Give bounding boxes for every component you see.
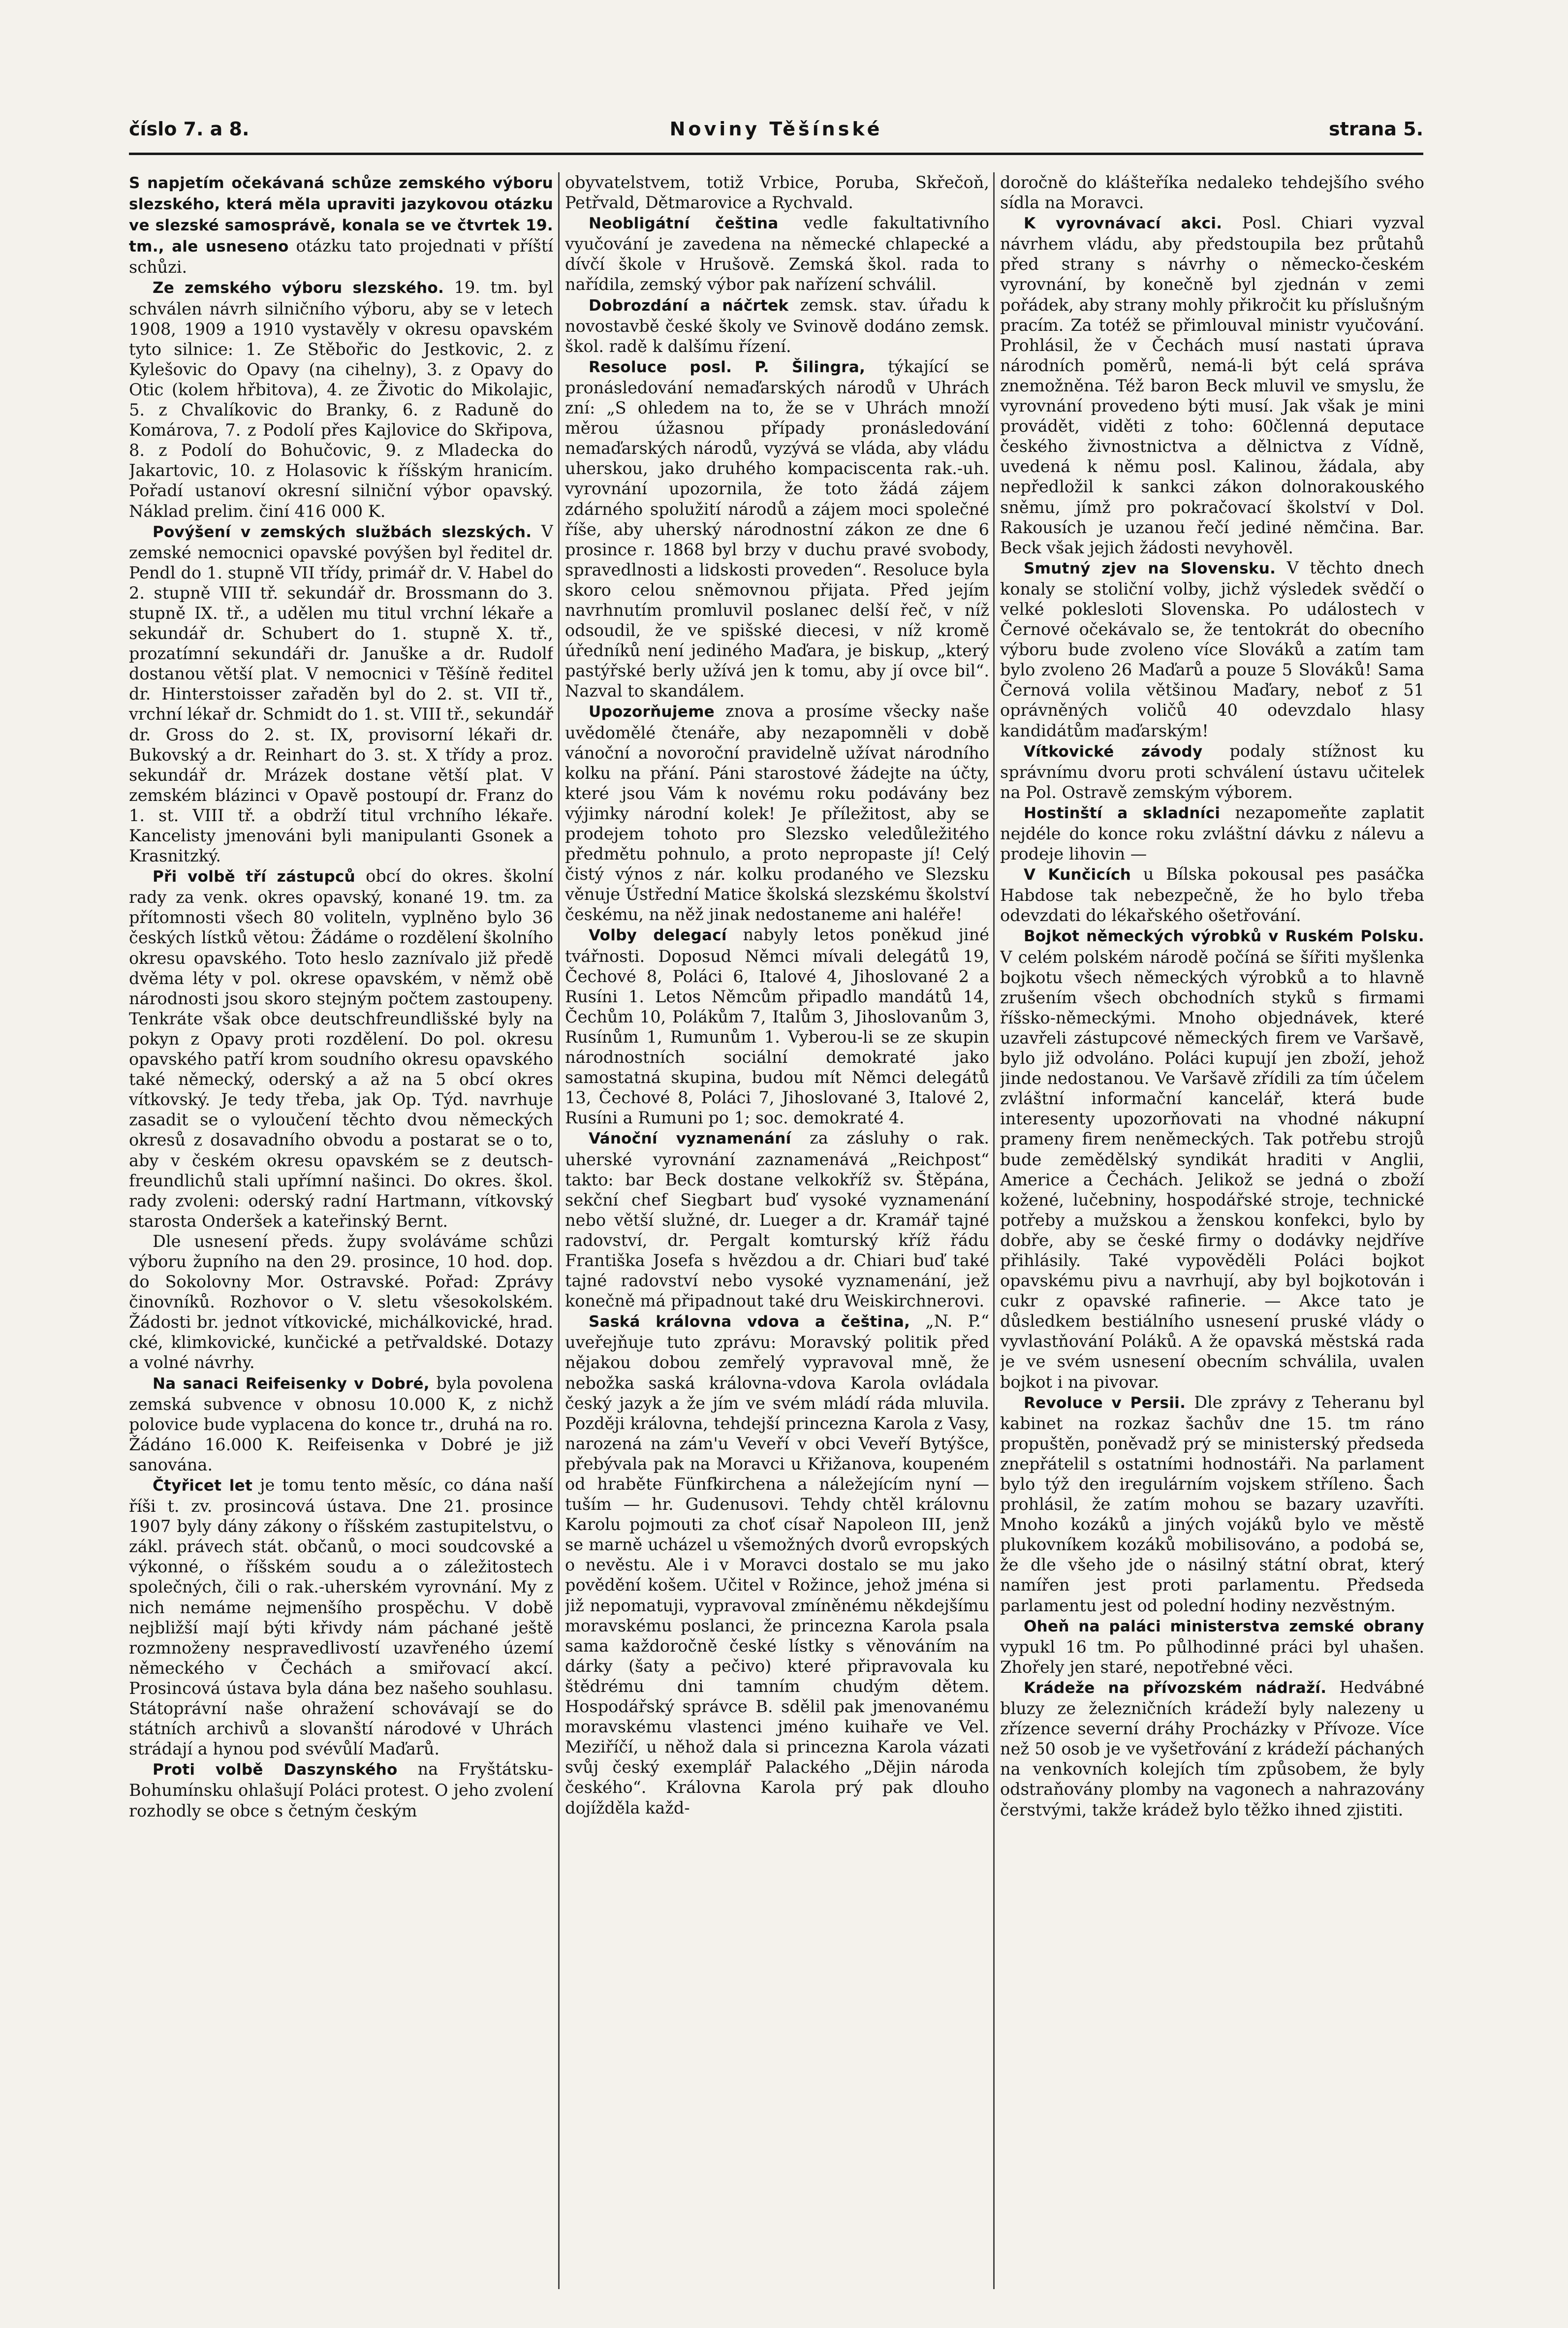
article-paragraph (1000, 1677, 1424, 1820)
column-rule-2 (993, 172, 995, 2289)
article-text: Dle zprávy z Teheranu byl kabinet na rozkaz šachův dne 15. tm ráno propuštěn, poněvadž prý se ministerský předseda znepřátelil s ostatními hodnostáři. Na parlament bylo týž den iregulárním vojskem stříleno. Šach prohlásil, že zatím mohou se bazary uzavříti. Mnoho kozáků a jiných vojáků bylo ve městě plukovníkem kozáků mobilisováno, a podobá se, že dle všeho jde o násilný státní obrat, který namířen jest proti parlamentu. Předseda parlamentu jest od polední hodiny nezvěstným. (1000, 1392, 1424, 1615)
article-paragraph (1000, 925, 1424, 1392)
column-3 (1000, 172, 1424, 2294)
article-headline: Oheň na paláci ministerstva zemské obrany (1024, 1617, 1424, 1635)
column-1 (129, 172, 553, 2294)
article-paragraph (129, 521, 553, 866)
article-text: podaly stížnost ku správnímu dvoru proti schválení ústavu učitelek na Pol. Ostravě zemským výborem. (1000, 741, 1424, 802)
article-paragraph (129, 866, 553, 1231)
article-text: týkající se pronásledování nemaďarských národů v Uhrách zní: „S ohledem na to, že se v Uhrách množí měrou úžasnou případy pronásledování nemaďarských národů, vyzývá se vláda, aby vládu uherskou, jako druhého kompaciscenta rak.-uh. vyrovnání upozornila, že toto žádá zájem zdárného spolužití národů a zájem moci společné říše, aby uherský národnostní zákon ze dne 6 prosince r. 1868 byl brzy v duchu pravé svobody, spravedlnosti a lidskosti proveden“. Resoluce byla skoro celou sněmovnou přijata. Před jejím navrhnutím promluvil poslanec delší řeč, v níž odsoudil, že ve spišské diecesi, v níž kromě úředníků není jediného Maďara, je biskup, „který pastýřské berly užívá jen k tomu, aby jí ovce bil“. Nazval to skandálem. (565, 356, 989, 701)
article-text: „N. P.“ uveřejňuje tuto zprávu: Moravský politik před nějakou dobou zemřelý vypravoval mně, že nebožka saská královna-vdova Karola ovládala český jazyk a že jím ve svém mládí ráda mluvila. Později královna, tehdejší princezna Karola z Vasy, narozená na zám'u Veveří v obci Veveří Bytýšce, přebývala pak na Moravci u Křižanova, koupeném od hraběte Fünfkirchena a náležejícím nyní — tuším — hr. Gudenusovi. Tehdy chtěl královnu Karolu pojmouti za choť císař Napoleon III, jenž se marně ucházel u všemožných dvorů evropských o nevěstu. Ale i v Moravci dostalo se mu jako povědění košem. Učitel v Rožince, jehož jména si již nepomatuji, vypravoval zmíněnému někdejšímu moravskému poslanci, že princezna Karola psala sama každoročně české lístky s věnováním na dárky (šaty a pečivo) které připravovala ku štědrému dni tamním chudým dětem. Hospodářský správce B. sdělil pak jmenovanému moravskému vlastenci jméno kuihaře ve Vel. Meziříčí, u něhož dala si princezna Karola vázati svůj český exemplář Palackého „Dějin národa českého“. Královna Karola prý pak dlouho dojížděla každ- (565, 1311, 989, 1818)
article-paragraph (1000, 864, 1424, 925)
column-2 (565, 172, 989, 2294)
article-headline: Neobligátní čeština (589, 215, 779, 233)
article-headline: S napjetím očekávaná schůze zemského výboru slezského, která měla upraviti jazykovou otázku ve slezské samosprávě, konala se ve čtvrtek 19. tm., ale usneseno (129, 174, 553, 256)
article-headline: Revoluce v Persii. (1024, 1394, 1186, 1412)
article-text: V těchto dnech konaly se stoliční volby, jichž výsledek svědčí o velké poklesloti Slovenska. Po událostech v Černové očekávalo se, že tentokrát do obecního výboru bude zvoleno více Slováků a zatím tam bylo zvoleno 26 Maďarů a pouze 5 Slováků! Sama Černová volila většinou Maďary, neboť z 51 oprávněných voličů 40 odevzdalo hlasy kandidátům maďarským! (1000, 558, 1424, 740)
article-text: za zásluhy o rak. uherské vyrovnání zaznamenává „Reichpost“ takto: bar Beck dostane velkokříž sv. Štěpána, sekční chef Siegbart buď vysoké vyznamenání nebo větší služné, dr. Lueger a dr. Kramář tajné radovství, dr. Pergalt komturský kříž řádu Františka Josefa s hvězdou a dr. Chiari buď také tajné radovství nebo vysoké vyznamenání, jež konečně má připadnout také dru Weiskirchnerovi. (565, 1128, 989, 1311)
article-paragraph (129, 1759, 553, 1820)
column-rule-1 (558, 172, 560, 2289)
article-headline: Hostinští a skladníci (1024, 804, 1221, 822)
article-text: nabyly letos poněkud jiné tvářnosti. Doposud Němci mívali delegátů 19, Čechové 8, Poláci 6, Italové 4, Jihoslované 2 a Rusíni 1. Letos Němcům připadlo mandátů 14, Čechům 10, Polákům 7, Italům 3, Jihoslovanům 3, Rusínům 1, Rumunům 1. Vyberou-li se ze skupin národnostních sociální demokraté jako samostatná skupina, budou mít Němci delegátů 13, Čechové 8, Poláci 7, Jihoslované 3, Italové 2, Rusíni a Rumuni po 1; soc. demokraté 4. (565, 925, 989, 1128)
article-headline: Volby delegací (589, 926, 727, 945)
article-headline: Vánoční vyznamenání (589, 1130, 791, 1148)
article-text: znova a prosíme všecky naše uvědomělé čtenáře, aby nezapomněli v době vánoční a novoroční pravidelně užívat národního kolku na přání. Páni starostové žádejte na účty, které jsou Vám k novému roku podávány bez výjimky národní kolek! Je příležitost, aby se prodejem tohoto pro Slezsko veledůležitého předmětu pohnulo, a proto nepropaste jí! Celý čistý výnos z nár. kolku prodaného ve Slezsku věnuje Ústřední Matice školská slezskému školství českému, na něž jinak nedostaneme ani haléře! (565, 702, 989, 925)
article-paragraph (565, 213, 989, 294)
article-text: byla povolena zemská subvence v obnosu 10.000 K, z nichž polovice bude vyplacena do konce tr., druhá na ro. Žádáno 16.000 K. Reifeisenka v Dobré je již sanována. (129, 1373, 553, 1474)
article-paragraph (565, 172, 989, 213)
article-paragraph (129, 1475, 553, 1759)
article-paragraph (1000, 558, 1424, 741)
article-paragraph (1000, 172, 1424, 213)
article-paragraph (1000, 1616, 1424, 1677)
header-rule (129, 153, 1423, 155)
article-headline: Upozorňujeme (589, 703, 715, 721)
article-headline: Smutný zjev na Slovensku. (1024, 559, 1276, 577)
article-headline: Bojkot německých výrobků v Ruském Polsku. (1024, 927, 1424, 946)
article-headline: Čtyřicet let (153, 1477, 253, 1495)
article-text: Posl. Chiari vyzval návrhem vládu, aby předstoupila bez průtahů před strany s návrhy o německo-českém vyrovnání, by konečně byl zjednán v zemi pořádek, aby strany mohly přikročit ku příslušným pracím. Za totéž se přimlouval ministr vyučování. Prohlásil, že v Čechách musí nastati úprava národních poměrů, nemá-li být celá správa znemožněna. Též baron Beck mluvil ve smyslu, že vyrovnání provedeno býti musí. Jak však je mini provádět, viděti z toho: 60členná deputace českého živnostnictva a dělnictva z Vídně, uvedená k němu posl. Kalinou, žádala, aby nepředložil k sankci zákon dolnorakouského sněmu, jímž pro pokračovací školství v Dol. Rakousích je uzanou řečí jediné němčina. Bar. Beck však jejich žádosti nevyhověl. (1000, 213, 1424, 557)
article-headline: Dobrozdání a náčrtek (589, 296, 789, 315)
article-paragraph (565, 925, 989, 1128)
article-paragraph (1000, 213, 1424, 558)
article-paragraph (129, 1231, 553, 1373)
article-text: V celém polském národě počíná se šířiti myšlenka bojkotu všech německých výrobků a to hlavně zrušením všech obchodních styků s firmami říšsko-německými. Mnoho objednávek, které uzavřeli zástupcové německých firem ve Varšavě, bylo již odvoláno. Poláci kupují jen zboží, jehož jinde nedostanou. Ve Varšavě zřídili za tím účelem zvláštní informační kancelář, která bude interesenty upozorňovati na vhodné nákupní prameny firem neněmeckých. Tak potřebu strojů bude zemědělský syndikát hraditi v Anglii, Americe a Čechách. Jelikož se jedná o zboží kožené, lučebniny, hospodářské stroje, technické potřeby a mužskou a ženskou konfekci, bylo by dobře, aby se české firmy o dodávky nejdříve přihlásily. Také vypověděli Poláci bojkot opavskému pivu a navrhují, aby byl bojkotován i cukr z opavské rafinerie. — Akce tato je důsledkem bestiálního usnesení pruské vlády o vyvlastňování Poláků. A že opavská městská rada je ve svém usnesení obecním schválila, uvalen bojkot i na pivovar. (1000, 947, 1424, 1392)
article-paragraph (129, 1373, 553, 1475)
article-paragraph (129, 277, 553, 521)
article-text: zemsk. stav. úřadu k novostavbě české školy ve Svinově dodáno zemsk. škol. radě k dalšímu řízení. (565, 295, 989, 356)
article-text: obcí do okres. školní rady za venk. okres opavský, konané 19. tm. za přítomnosti všech 80 voliteln, vyplněno bylo 36 českých lístků větou: Žádáme o rozdělení školního okresu opavského. Toto heslo zaznívalo již předě dvěma léty v pol. okrese opavském, v němž obě národnosti jsou skoro stejným počtem zastoupeny. Tenkráte však obce deutschfreundlišské byly na pokyn z Opavy proti rozdělení. Do pol. okresu opavského patří krom soudního okresu opavského také německý, oderský a až na 5 obcí okres vítkovský. Je tedy třeba, jak Op. Týd. navrhuje zasadit se o vyloučení těchto dvou německých okresů z dosavadního obvodu a postarat se o to, aby v českém okresu opavském se z deutsch-freundlichů stali upřímní našinci. Do okres. škol. rady zvoleni: oderský radní Hartmann, vítkovský starosta Onderšek a kateřinský Bernt. (129, 866, 553, 1231)
article-paragraph (565, 356, 989, 702)
article-text: u Bílska pokousal pes pasáčka Habdose tak nebezpečně, že ho bylo třeba odevzdati do lékařského ošetřování. (1000, 864, 1424, 925)
article-paragraph (565, 1311, 989, 1818)
article-headline: Ze zemského výboru slezského. (153, 279, 444, 297)
newspaper-title: Noviny Těšínské (669, 118, 883, 140)
issue-number: číslo 7. a 8. (129, 118, 250, 140)
article-text: nezapomeňte zaplatit nejdéle do konce roku zvláštní dávku z nálevu a prodeje lihovin — (1000, 802, 1424, 864)
article-headline: Při volbě tří zástupců (153, 868, 356, 886)
article-paragraph (1000, 1392, 1424, 1616)
article-text: V zemské nemocnici opavské povýšen byl ředitel dr. Pendl do 1. stupně VII třídy, primář dr. V. Habel do 2. stupně VIII tř. sekundář dr. Brossmann do 3. stupně IX. tř., a udělen mu titul vrchní lékaře a sekundář dr. Schubert do 1. stupně X. tř., prozatímní sekundáři dr. Januške a dr. Rudolf dostanou větší plat. V nemocnici v Těšíně ředitel dr. Hinterstoisser zařaděn byl do 2. st. VII tř., vrchní lékař dr. Schmidt do 1. st. VIII tř., sekundář dr. Gross do 2. st. IX, provisorní lékaři dr. Bukovský a dr. Reinhart do 3. st. X třídy a proz. sekundář dr. Mrázek dostane větší plat. V zemském blázinci v Opavě postoupí dr. Franz do 1. st. VIII tř. a obdrží titul vrchního lékaře. Kancelisty jmenováni byli manipulanti Gsonek a Krasnitzký. (129, 521, 553, 866)
article-text: doročně do klášteříka nedaleko tehdejšího svého sídla na Moravci. (1000, 173, 1424, 213)
article-headline: Resoluce posl. P. Šilingra, (589, 358, 866, 376)
article-text: Dle usnesení předs. župy svoláváme schůzi výboru župního na den 29. prosince, 10 hod. dop. do Sokolovny Mor. Ostravské. Pořad: Zprávy činovníků. Rozhovor o V. sletu všesokolském. Žádosti br. jednot vítkovické, michálkovické, hrad. cké, klimkovické, kunčické a petřvaldské. Dotazy a volné návrhy. (129, 1231, 553, 1372)
article-text: obyvatelstvem, totiž Vrbice, Poruba, Skřečoň, Petřvald, Dětmarovice a Rychvald. (565, 173, 989, 213)
article-text: 19. tm. byl schválen návrh silničního výboru, aby se v letech 1908, 1909 a 1910 vystavěly v okresu opavském tyto silnice: 1. Ze Stěbořic do Jestkovic, 2. z Kylešovic do Opavy (na cihelny), 3. z Opavy do Otic (kolem hřbitova), 4. ze Životic do Mikolajic, 5. z Chvalíkovic do Branky, 6. z Raduně do Komárova, 7. z Podolí přes Kajlovice do Skřipova, 8. z Podolí do Bohučovic, 9. z Mladecka do Jakartovic, 10. z Holasovic k říšským hranicím. Pořadí ustanoví okresní silniční výbor opavský. Náklad prelim. činí 416 000 K. (129, 278, 553, 521)
article-text: vedle fakultativního vyučování je zavedena na německé chlapecké a dívčí škole v Hrušově. Zemská škol. rada to nařídila, zemský výbor pak nařízení schválil. (565, 213, 989, 294)
article-text: je tomu tento měsíc, co dána naší říši t. zv. prosincová ústava. Dne 21. prosince 1907 byly dány zákony o říšském zastupitelstvu, o zákl. právech stát. občanů, o moci soudcovské a výkonné, o říšském soudu a o záležitostech společných, čili o rak.-uherském vyrovnání. My z nich nemáme nejmenšího prospěchu. V době nejbližší mají býti křivdy nám páchané ještě rozmnoženy nespravedlivostí uzavřeného území německého v Čechách a smiřovací akcí. Prosincová ústava byla dána bez našeho souhlasu. Státoprávní naše ohražení schovávají se do státních archivů a slovanští národové v Uhrách strádají a hynou pod svévůlí Maďarů. (129, 1475, 553, 1759)
article-paragraph (129, 172, 553, 277)
article-headline: Saská královna vdova a čeština, (589, 1313, 910, 1331)
article-headline: Povýšení v zemských službách slezských. (153, 523, 532, 541)
article-headline: K vyrovnávací akci. (1024, 215, 1223, 233)
article-headline: V Kunčicích (1024, 866, 1131, 884)
article-text: Hedvábné bluzy ze železničních krádeží byly nalezeny u zřízence severní dráhy Procházky v Přívoze. Více než 50 osob je ve vyšetřování z krádeží páchaných na venkovních kolejích tím způsobem, že byly odstraňovány plomby na vagonech a nahrazovány čerstvými, takže krádež bylo těžko ihned zjistiti. (1000, 1677, 1424, 1819)
article-paragraph (565, 1128, 989, 1311)
article-paragraph (565, 701, 989, 925)
article-headline: Vítkovické závody (1024, 742, 1203, 761)
page-header (129, 114, 1423, 144)
article-paragraph (1000, 741, 1424, 802)
page-number: strana 5. (1329, 118, 1423, 140)
article-paragraph (565, 295, 989, 356)
article-headline: Proti volbě Daszynského (153, 1761, 398, 1779)
article-paragraph (1000, 802, 1424, 864)
article-text: vypukl 16 tm. Po půlhodinné práci byl uhašen. Zhořely jen staré, nepotřebné věci. (1000, 1637, 1424, 1677)
article-headline: Na sanaci Reifeisenky v Dobré, (153, 1374, 430, 1393)
article-text: otázku tato projednati v příští schůzi. (129, 236, 553, 277)
article-text: na Fryštátsku-Bohumínsku ohlašují Poláci protest. O jeho zvolení rozhodly se obce s četným českým (129, 1759, 553, 1820)
article-headline: Krádeže na přívozském nádraží. (1024, 1679, 1327, 1697)
